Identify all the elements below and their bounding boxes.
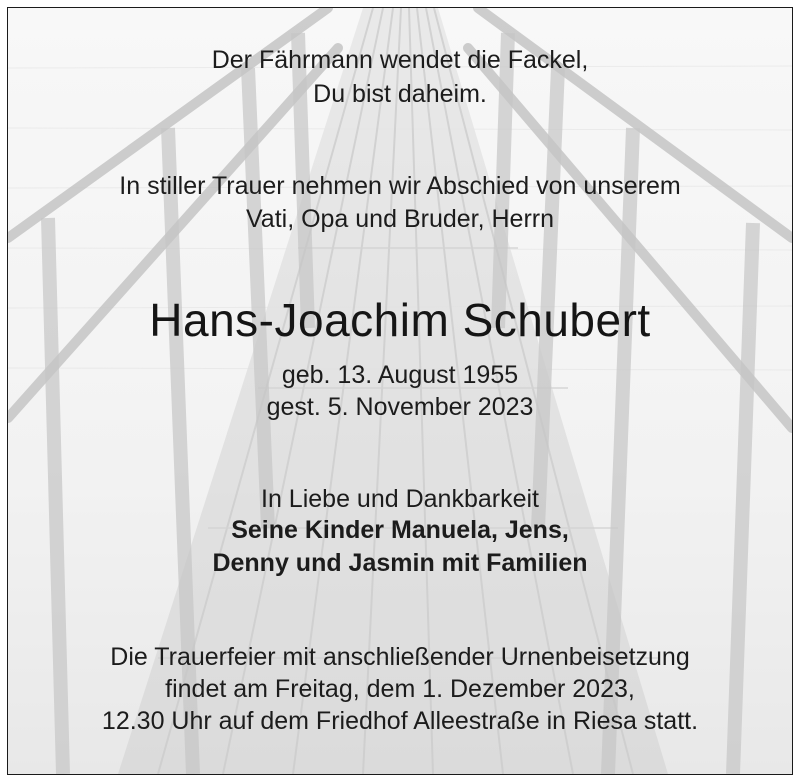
- obituary-text: [8, 8, 792, 774]
- birth-date: geb. 13. August 1955: [281, 361, 519, 389]
- funeral-notice-line-2: findet am Freitag, dem 1. Dezember 2023,: [165, 675, 635, 703]
- intro-line-1: In stiller Trauer nehmen wir Abschied von unserem: [119, 172, 681, 200]
- verse-line-2: Du bist daheim.: [313, 80, 487, 108]
- verse-line-1: Der Fährmann wendet die Fackel,: [211, 46, 589, 74]
- death-date: gest. 5. November 2023: [266, 393, 534, 421]
- funeral-notice-line-3: 12.30 Uhr auf dem Friedhof Alleestraße in Riesa statt.: [101, 707, 699, 735]
- mourners-names-1: Seine Kinder Manuela, Jens,: [231, 516, 569, 544]
- intro-line-2: Vati, Opa und Bruder, Herrn: [245, 205, 555, 233]
- mourners-names-2: Denny und Jasmin mit Familien: [212, 549, 588, 577]
- funeral-notice-line-1: Die Trauerfeier mit anschließender Urnenbeisetzung: [110, 643, 690, 671]
- mourners-intro: In Liebe und Dankbarkeit: [261, 485, 539, 513]
- obituary-card: [7, 7, 793, 775]
- deceased-name: Hans-Joachim Schubert: [149, 294, 651, 346]
